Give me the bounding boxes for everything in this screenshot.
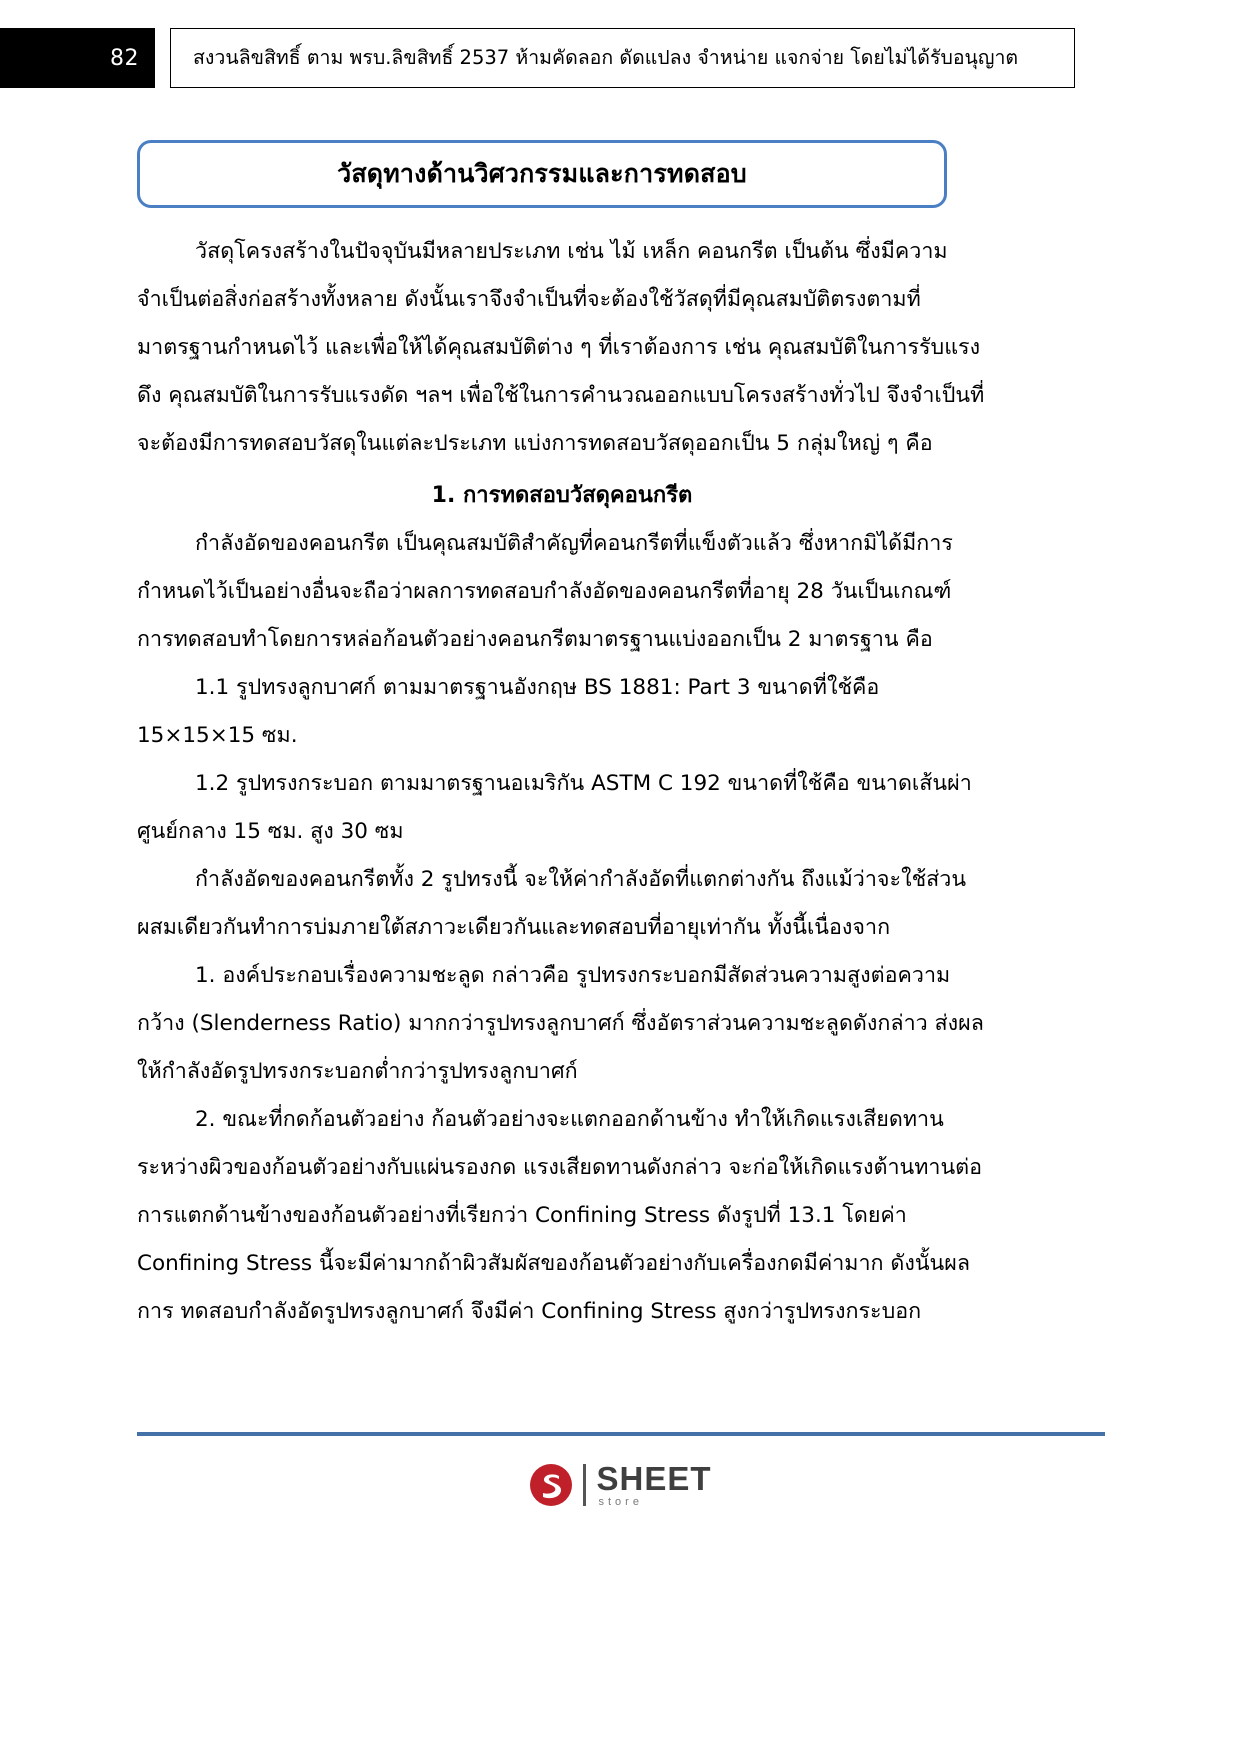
list-item-1-1: 1.1 รูปทรงลูกบาศก์ ตามมาตรฐานอังกฤษ BS 1881: Part 3 ขนาดที่ใช้คือ 15×15×15 ซม. — [137, 675, 880, 748]
footer-divider — [137, 1432, 1105, 1436]
paragraph-concrete-strength: กำลังอัดของคอนกรีต เป็นคุณสมบัติสำคัญที่คอนกรีตที่แข็งตัวแล้ว ซึ่งหากมิได้มีการกำหนดไว้เป็นอย่างอื่นจะถือว่าผลการทดสอบกำลังอัดของคอนกรีตที่อายุ 28 วันเป็นเกณฑ์ การทดสอบทำโดยการหล่อก้อนตัวอย่างคอนกรีตมาตรฐานแบ่งออกเป็น 2 มาตรฐาน คือ — [137, 531, 953, 652]
logo-divider-icon — [583, 1464, 586, 1506]
section-heading-1: 1. การทดสอบวัสดุคอนกรีต — [431, 483, 693, 508]
paragraph-shape-comparison: กำลังอัดของคอนกรีตทั้ง 2 รูปทรงนี้ จะให้ค่ากำลังอัดที่แตกต่างกัน ถึงแม้ว่าจะใช้ส่วนผสมเดียวกันทำการบ่มภายใต้สภาวะเดียวกันและทดสอบที่อายุเท่ากัน ทั้งนี้เนื่องจาก — [137, 867, 967, 940]
paragraph-intro: วัสดุโครงสร้างในปัจจุบันมีหลายประเภท เช่น ไม้ เหล็ก คอนกรีต เป็นต้น ซึ่งมีความจำเป็นต่อสิ่งก่อสร้างทั้งหลาย ดังนั้นเราจึงจำเป็นที่จะต้องใช้วัสดุที่มีคุณสมบัติตรงตามที่มาตรฐานกำหนดไว้ และเพื่อให้ได้คุณสมบัติต่าง ๆ ที่เราต้องการ เช่น คุณสมบัติในการรับแรงดึง คุณสมบัติในการรับแรงดัด ฯลฯ เพื่อใช้ในการคำนวณออกแบบโครงสร้างทั่วไป จึงจำเป็นที่จะต้องมีการทดสอบวัสดุในแต่ละประเภท แบ่งการทดสอบวัสดุออกเป็น 5 กลุ่มใหญ่ ๆ คือ — [137, 239, 985, 456]
reason-item-1: 1. องค์ประกอบเรื่องความชะลูด กล่าวคือ รูปทรงกระบอกมีสัดส่วนความสูงต่อความกว้าง (Slenderness Ratio) มากกว่ารูปทรงลูกบาศก์ ซึ่งอัตราส่วนความชะลูดดังกล่าว ส่งผลให้กำลังอัดรูปทรงกระบอกต่ำกว่ารูปทรงลูกบาศก์ — [137, 963, 984, 1084]
document-body — [137, 228, 987, 1336]
logo-title: SHEET — [596, 1460, 712, 1497]
logo-subtitle: store — [598, 1496, 643, 1508]
reason-item-2: 2. ขณะที่กดก้อนตัวอย่าง ก้อนตัวอย่างจะแตกออกด้านข้าง ทำให้เกิดแรงเสียดทานระหว่างผิวของก้อนตัวอย่างกับแผ่นรองกด แรงเสียดทานดังกล่าว จะก่อให้เกิดแรงต้านทานต่อการแตกด้านข้างของก้อนตัวอย่างที่เรียกว่า Confining Stress ดังรูปที่ 13.1 โดยค่า Confining Stress นี้จะมีค่ามากถ้าผิวสัมผัสของก้อนตัวอย่างกับเครื่องกดมีค่ามาก ดังนั้นผลการ ทดสอบกำลังอัดรูปทรงลูกบาศก์ จึงมีค่า Confining Stress สูงกว่ารูปทรงกระบอก — [137, 1107, 983, 1324]
list-item-1-2: 1.2 รูปทรงกระบอก ตามมาตรฐานอเมริกัน ASTM C 192 ขนาดที่ใช้คือ ขนาดเส้นผ่าศูนย์กลาง 15 ซม. สูง 30 ซม — [137, 771, 972, 844]
copyright-notice-box — [170, 28, 1075, 88]
page-number-block — [0, 28, 155, 88]
s-emblem-icon — [529, 1463, 573, 1507]
page-number: 82 — [110, 45, 139, 71]
page-header — [0, 28, 1241, 88]
page-title: วัสดุทางด้านวิศวกรรมและการทดสอบ — [337, 159, 747, 188]
copyright-notice-text: สงวนลิขสิทธิ์ ตาม พรบ.ลิขสิทธิ์ 2537 ห้ามคัดลอก ดัดแปลง จำหน่าย แจกจ่าย โดยไม่ได้รับอนุญาต — [193, 46, 1019, 70]
logo-wordmark — [596, 1462, 711, 1508]
footer-logo — [0, 1462, 1241, 1508]
chapter-title-box — [137, 140, 947, 208]
